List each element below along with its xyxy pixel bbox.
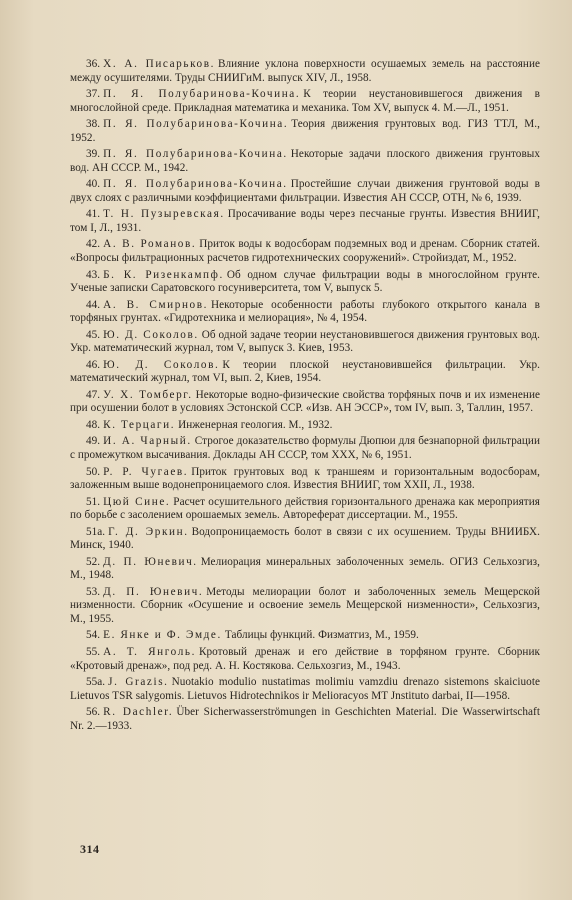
reference-list (70, 58, 540, 736)
reference-author: Р. Р. Чугаев. (103, 465, 189, 478)
reference-text: К теории плоской неустановившейся фильтрации. Укр. математический журнал, том VI, вып. 2, Киев, 1954. (70, 358, 540, 385)
reference-number: 54. (86, 629, 101, 642)
reference-entry (70, 389, 540, 416)
reference-entry (70, 419, 540, 433)
reference-text: Кротовый дренаж и его действие в торфяном грунте. Сборник «Кротовый дренаж», под ред. А. Н. Костякова. Сельхозгиз, М., 1943. (70, 645, 540, 672)
reference-number: 51. (86, 495, 101, 508)
reference-text: Методы мелиорации болот и заболоченных земель Мещерской низменности. Сборник «Осушение и освоение земель Мещерской низменности», Сельхозгиз, М., 1955. (70, 585, 541, 625)
reference-author: Д. П. Юневич. (103, 585, 204, 598)
reference-entry (70, 526, 540, 553)
reference-author: Х. А. Писарьков. (103, 58, 216, 70)
reference-number: 50. (86, 465, 101, 478)
reference-number: 53. (86, 585, 101, 598)
reference-text: Некоторые задачи плоского движения грунтовых вод. АН СССР. М., 1942. (70, 148, 540, 174)
reference-author: Цюй Синe. (103, 495, 171, 508)
reference-author: Б. К. Ризенкампф. (103, 268, 224, 281)
reference-entry (70, 178, 540, 205)
reference-text: Приток грунтовых вод к траншеям и горизонтальным водосборам, заложенным выше водонепроницаемого слоя. Известия ВНИИГ, том XXII, Л., 1938. (70, 465, 540, 492)
reference-author: У. Х. Томберг. (103, 388, 193, 401)
reference-author: А. Т. Янголь. (103, 645, 196, 658)
reference-text: Строгое доказательство формулы Дюпюи для безнапорной фильтрации с промежутком высачивания. Доклады АН СССР, том XXX, № 6, 1951. (70, 435, 540, 462)
reference-text: Мелиорация минеральных заболоченных земель. ОГИЗ Сельхозгиз, М., 1948. (70, 555, 540, 582)
reference-number: 45. (86, 328, 101, 341)
reference-text: Nuotakio modulio nustatimas molimiu vamzdiu drenazo sistemons skaiciuote Lietuvos TSR salygomis. Lietuvos Hidrotechnikos ir Melioracyos MT Jnstituto darbai, II—1958. (70, 676, 540, 702)
reference-text: Расчет осушительного действия горизонтального дренажа как мероприятия по борьбе с засолением орошаемых земель. Автореферат диссертации. М., 1955. (70, 495, 540, 522)
reference-text: К теории неустановившегося движения в многослойной среде. Прикладная математика и механика. Том XV, выпуск 4. М.—Л., 1951. (70, 88, 540, 114)
reference-text: Водопроницаемость болот в связи с их осушением. Труды ВНИИБХ. Минск, 1940. (70, 525, 540, 552)
reference-author: Ю. Д. Соколов. (103, 328, 199, 341)
reference-number: 38. (86, 118, 101, 131)
reference-entry (70, 208, 540, 235)
reference-number: 48. (86, 418, 101, 431)
reference-number: 36. (86, 58, 101, 70)
reference-number: 43. (86, 268, 101, 281)
reference-text: Влияние уклона поверхности осушаемых земель на расстояние между осушителями. Труды СНИИГиМ. выпуск XIV, Л., 1958. (70, 58, 540, 84)
reference-text: Таблицы функций. Физматгиз, М., 1959. (224, 629, 419, 642)
reference-entry (70, 435, 540, 462)
reference-entry (70, 496, 540, 523)
reference-entry (70, 629, 540, 643)
reference-number: 42. (86, 238, 101, 251)
reference-author: J. Grazis. (108, 676, 169, 689)
reference-entry (70, 646, 540, 673)
reference-author: И. А. Чарный. (103, 435, 192, 448)
reference-author: А. В. Романов. (103, 238, 197, 251)
reference-entry (70, 88, 540, 115)
reference-entry (70, 269, 540, 296)
reference-author: П. Я. Полубаринова-Кочина. (103, 148, 288, 161)
reference-number: 49. (86, 435, 101, 448)
reference-entry (70, 706, 540, 733)
reference-number: 46. (86, 358, 101, 371)
reference-number: 44. (86, 298, 101, 311)
page-number: 314 (80, 842, 100, 856)
reference-entry (70, 586, 540, 627)
reference-entry (70, 359, 540, 386)
reference-entry (70, 148, 540, 175)
reference-entry (70, 556, 540, 583)
reference-text: Простейшие случаи движения грунтовой воды в двух слоях с различными коэффициентами фильтрации. Известия АН СССР, ОТН, № 6, 1939. (70, 178, 540, 204)
reference-author: Г. Д. Эркин. (108, 525, 189, 538)
reference-entry (70, 329, 540, 356)
reference-text: Об одном случае фильтрации воды в многослойном грунте. Ученые записки Саратовского госуниверситета, том V, выпуск 5. (70, 268, 540, 295)
reference-number: 56. (86, 706, 101, 719)
reference-author: Ю. Д. Соколов. (103, 358, 220, 371)
reference-number: 52. (86, 555, 101, 568)
reference-author: П. Я. Полубаринова-Кочина. (103, 178, 288, 191)
reference-text: Теория движения грунтовых вод. ГИЗ ТТЛ, М., 1952. (70, 118, 540, 144)
reference-entry (70, 118, 540, 145)
reference-number: 51а. (86, 525, 106, 538)
reference-entry (70, 238, 540, 265)
reference-number: 55. (86, 645, 101, 658)
reference-author: Т. Н. Пузыревская. (103, 208, 225, 221)
reference-number: 37. (86, 88, 101, 101)
reference-text: Инженерная геология. М., 1932. (178, 418, 333, 431)
reference-entry (70, 466, 540, 493)
reference-entry (70, 299, 540, 326)
reference-author: К. Терцаги. (103, 418, 176, 431)
reference-text: Просачивание воды через песчаные грунты. Известия ВНИИГ, том I, Л., 1931. (70, 208, 540, 234)
reference-number: 39. (86, 148, 101, 161)
reference-author: Е. Янке и Ф. Эмде. (103, 629, 222, 642)
reference-entry (70, 676, 540, 703)
reference-author: П. Я. Полубаринова-Кочина. (103, 88, 301, 101)
reference-text: Некоторые особенности работы глубокого открытого канала в торфяных грунтах. «Гидротехника и мелиорация», № 4, 1954. (70, 298, 540, 325)
reference-text: Über Sicherwasserströmungen in Geschichten Material. Die Wasserwirtschaft Nr. 2.—1933. (70, 706, 540, 732)
reference-text: Некоторые водно-физические свойства торфяных почв и их изменение при осушении болот в условиях Эстонской ССР. «Изв. АН ЭССР», том IV, вып. 3, Таллин, 1957. (70, 388, 540, 415)
reference-number: 47. (86, 388, 101, 401)
reference-text: Об одной задаче теории неустановившегося движения грунтовых вод. Укр. математический журнал, том V, выпуск 3. Киев, 1953. (70, 328, 540, 355)
reference-author: R. Dachler. (103, 706, 174, 719)
reference-entry (70, 58, 540, 85)
reference-author: Д. П. Юневич. (103, 555, 198, 568)
reference-author: А. В. Смирнов. (103, 298, 209, 311)
reference-number: 55а. (86, 676, 106, 689)
reference-number: 40. (86, 178, 101, 191)
reference-number: 41. (86, 208, 101, 221)
reference-text: Приток воды к водосборам подземных вод и дренам. Сборник статей. «Вопросы фильтрационных расчетов гидротехнических сооружений». Стройиздат, М., 1952. (70, 238, 540, 265)
reference-author: П. Я. Полубаринова-Кочина. (103, 118, 289, 131)
